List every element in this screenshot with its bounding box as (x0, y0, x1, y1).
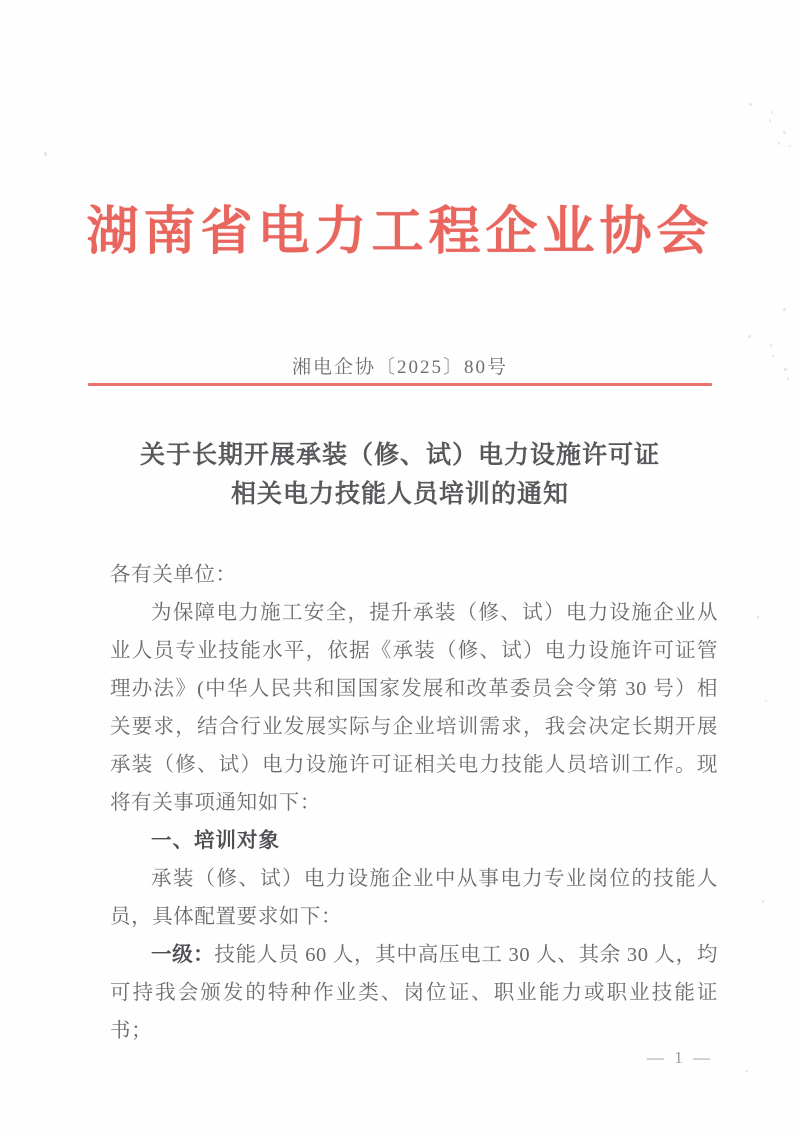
document-body (110, 556, 718, 1050)
body-paragraph-1: 为保障电力施工安全，提升承装（修、试）电力设施企业从业人员专业技能水平，依据《承装（修、试）电力设施许可证管理办法》(中华人民共和国国家发展和改革委员会令第 30 号）相关要求，结合行业发展实际与企业培训需求，我会决定长期开展承装（修、试）电力设施许可证相关电力技能人员培训工作。现将有关事项通知如下： (110, 602, 718, 814)
document-title (0, 436, 800, 514)
level-1-label: 一级： (151, 943, 215, 966)
scan-speckle (789, 145, 791, 147)
scan-speckle (44, 152, 47, 156)
letterhead (0, 206, 800, 261)
section-1-intro: 承装（修、试）电力设施企业中从事电力专业岗位的技能人员，具体配置要求如下： (110, 868, 718, 928)
salutation: 各有关单位： (110, 564, 237, 586)
level-1-text: 技能人员 60 人，其中高压电工 30 人、其余 30 人，均可持我会颁发的特种作业类、岗位证、职业能力或职业技能证书； (110, 944, 718, 1042)
scan-speckle (749, 103, 752, 106)
scan-speckle (765, 700, 767, 702)
scan-speckle (778, 142, 780, 145)
scan-speckle (745, 1070, 748, 1072)
section-heading-1: 一、培训对象 (151, 829, 280, 852)
document-title-line-1: 关于长期开展承装（修、试）电力设施许可证 (139, 442, 660, 469)
document-serial-number: 湘电企协〔2025〕80号 (291, 357, 508, 378)
scan-speckle (762, 900, 764, 903)
page-number-marker: — 1 — (647, 1048, 713, 1067)
scan-speckle (783, 131, 786, 134)
scan-speckle (783, 308, 786, 311)
scan-speckle (769, 119, 771, 122)
scan-speckle (748, 335, 751, 338)
scan-speckle (757, 616, 759, 619)
scan-speckle (771, 111, 773, 114)
red-separator-rule (88, 383, 712, 386)
scan-speckle (770, 344, 772, 347)
organization-name: 湖南省电力工程企业协会 (86, 204, 714, 261)
level-1-item (110, 936, 718, 1050)
document-title-line-2: 相关电力技能人员培训的通知 (230, 481, 569, 508)
page-footer (0, 1048, 800, 1068)
